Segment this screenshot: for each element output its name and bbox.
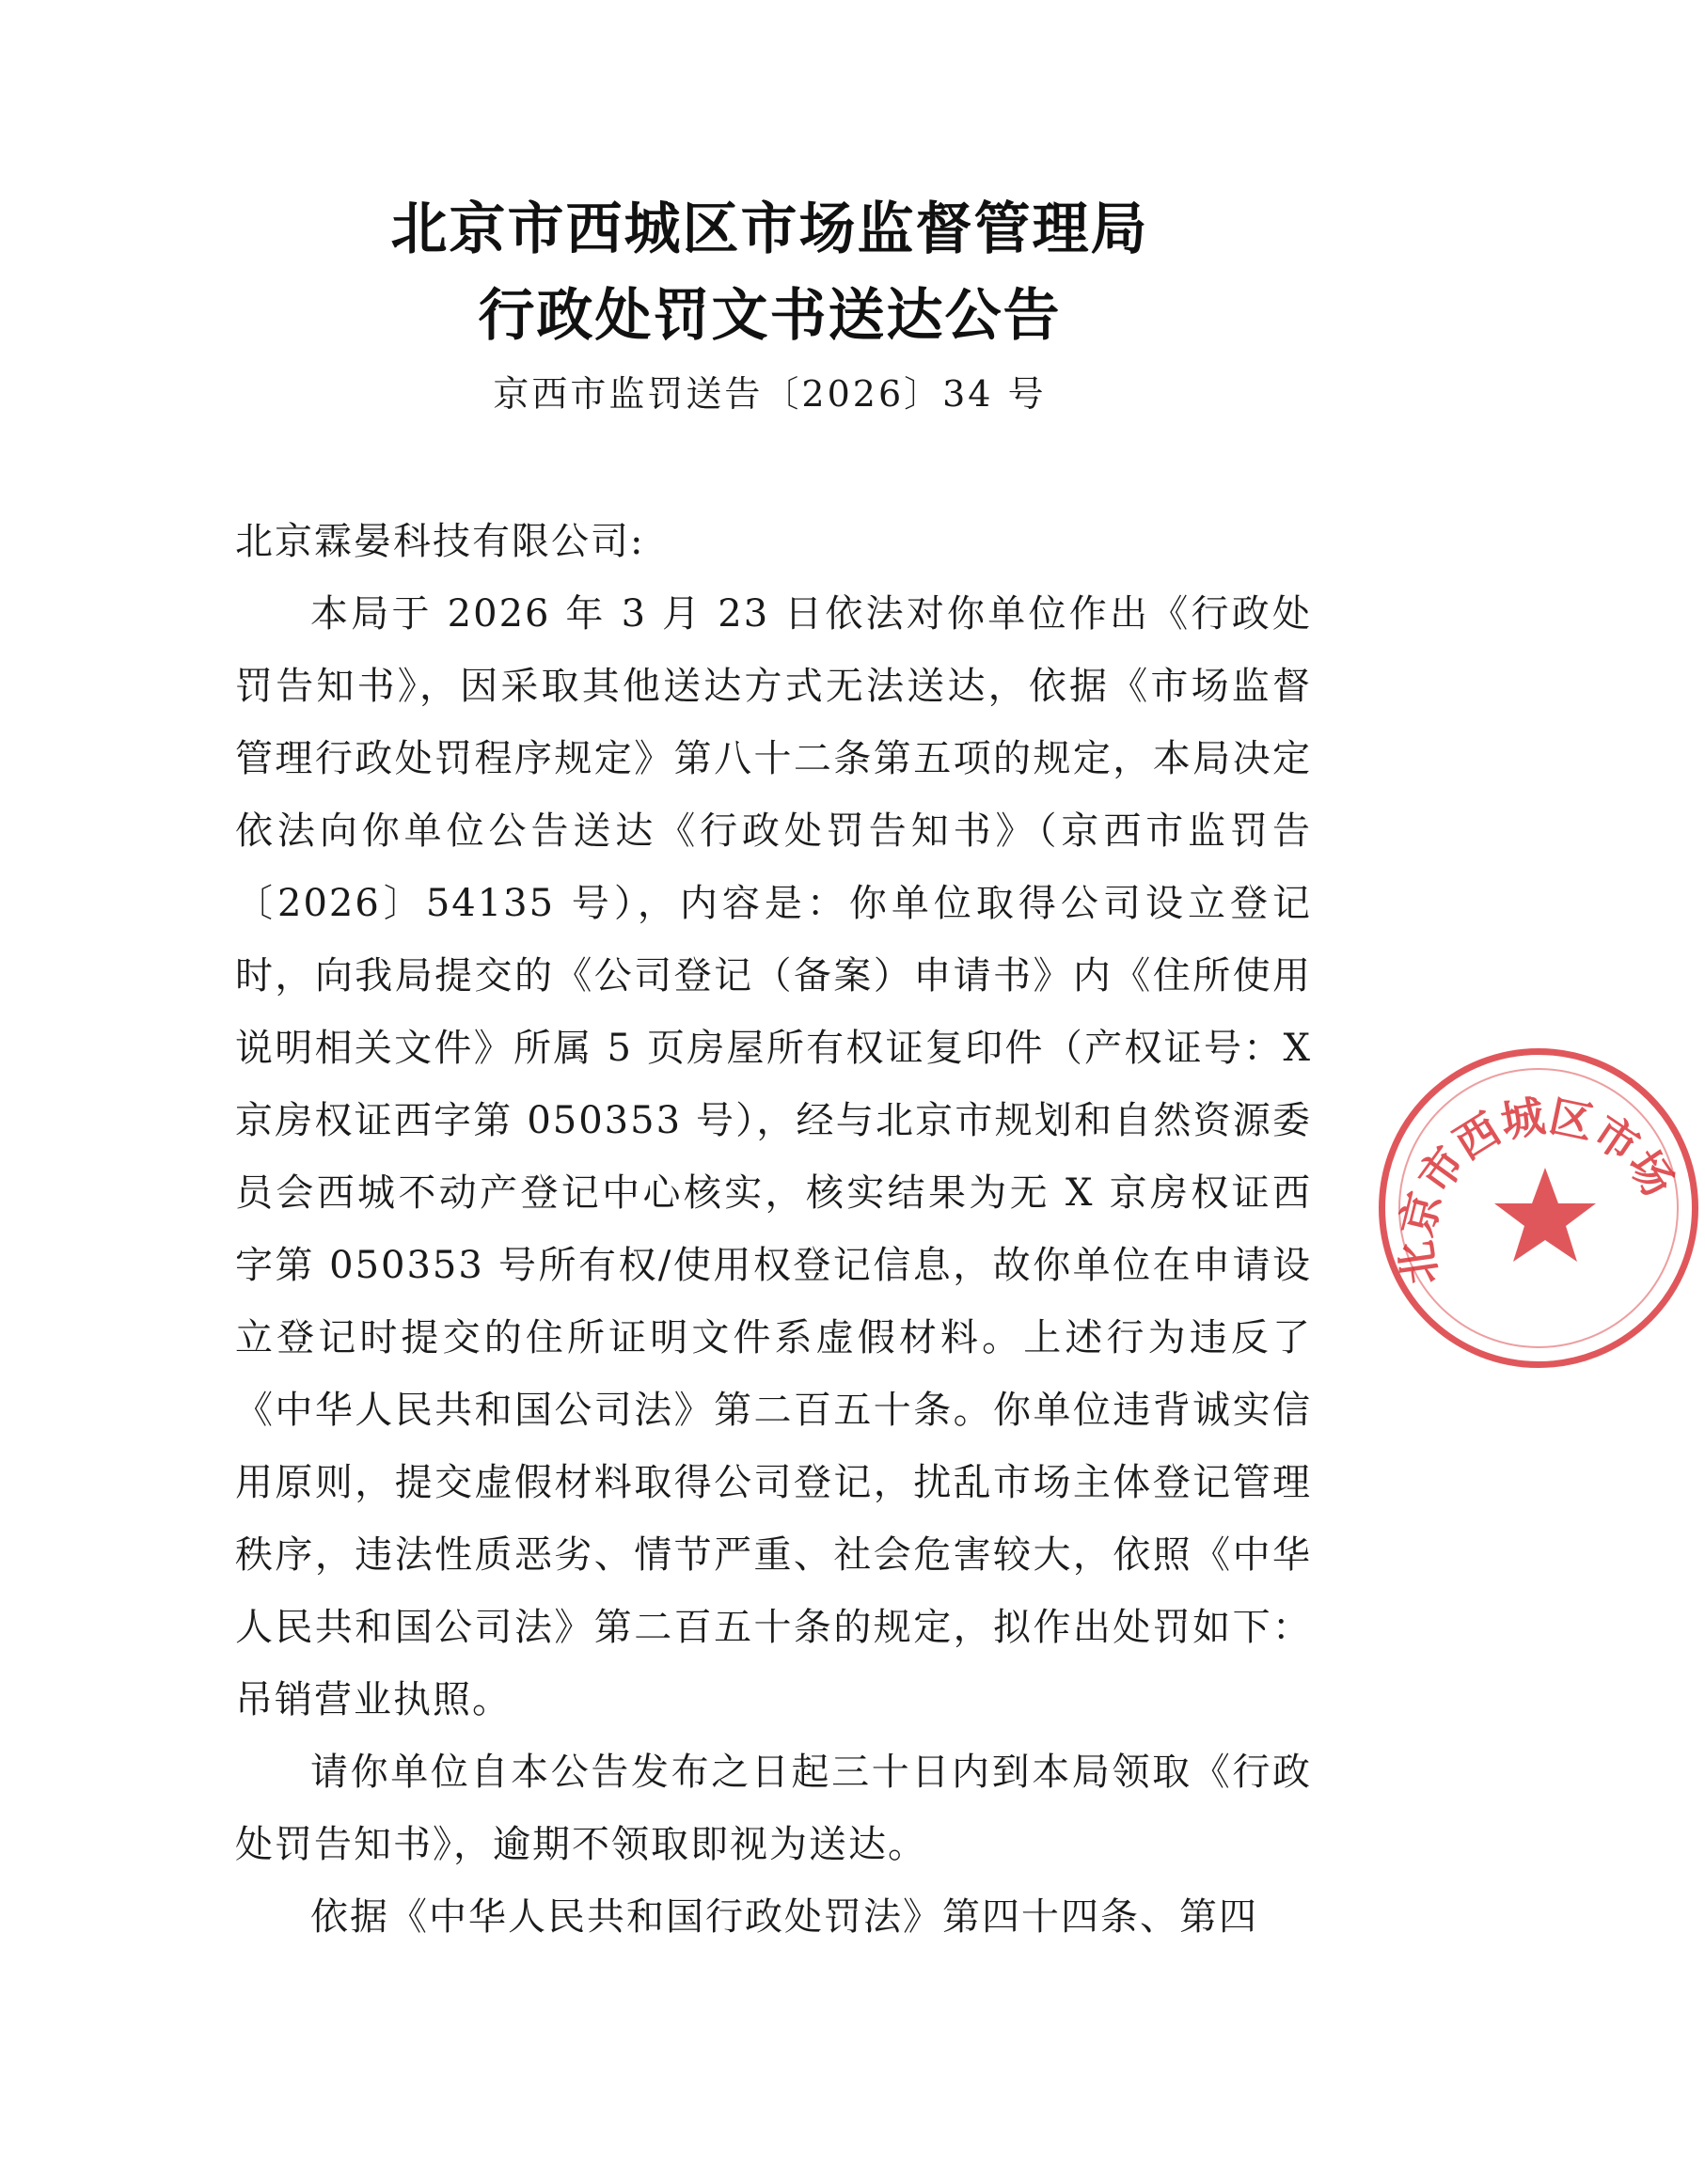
official-seal-stamp: [1379, 1048, 1698, 1368]
document-body: [235, 506, 1312, 1954]
document-title-line2: 行政处罚文书送达公告: [478, 283, 1062, 349]
seal-graphic: [1385, 1055, 1705, 1375]
document-title-line1: 北京市西城区市场监督管理局: [390, 196, 1149, 262]
addressee: 北京霖晏科技有限公司:: [235, 520, 645, 563]
seal-star-icon: [1494, 1168, 1596, 1262]
paragraph-main: 本局于 2026 年 3 月 23 日依法对你单位作出《行政处罚告知书》，因采取其他送达方式无法送达，依据《市场监督管理行政处罚程序规定》第八十二条第五项的规定，本局决定依法向你单位公告送达《行政处罚告知书》（京西市监罚告〔2026〕54135 号），内容是：你单位取得公司设立登记时，向我局提交的《公司登记（备案）申请书》内《住所使用说明相关文件》所属 5 页房屋所有权证复印件（产权证号：X 京房权证西字第 050353 号），经与北京市规划和自然资源委员会西城不动产登记中心核实，核实结果为无 X 京房权证西字第 050353 号所有权/使用权登记信息，故你单位在申请设立登记时提交的住所证明文件系虚假材料。上述行为违反了《中华人民共和国公司法》第二百五十条。你单位违背诚实信用原则，提交虚假材料取得公司登记，扰乱市场主体登记管理秩序，违法性质恶劣、情节严重、社会危害较大，依照《中华人民共和国公司法》第二百五十条的规定，拟作出处罚如下：吊销营业执照。: [235, 592, 1312, 1721]
paragraph-basis: 依据《中华人民共和国行政处罚法》第四十四条、第四: [310, 1895, 1258, 1939]
document-number: 京西市监罚送告〔2026〕34 号: [493, 373, 1047, 415]
seal-text: 北京市西城区市场: [1390, 1090, 1684, 1288]
paragraph-notice: 请你单位自本公告发布之日起三十日内到本局领取《行政处罚告知书》，逾期不领取即视为送达。: [235, 1751, 1312, 1866]
